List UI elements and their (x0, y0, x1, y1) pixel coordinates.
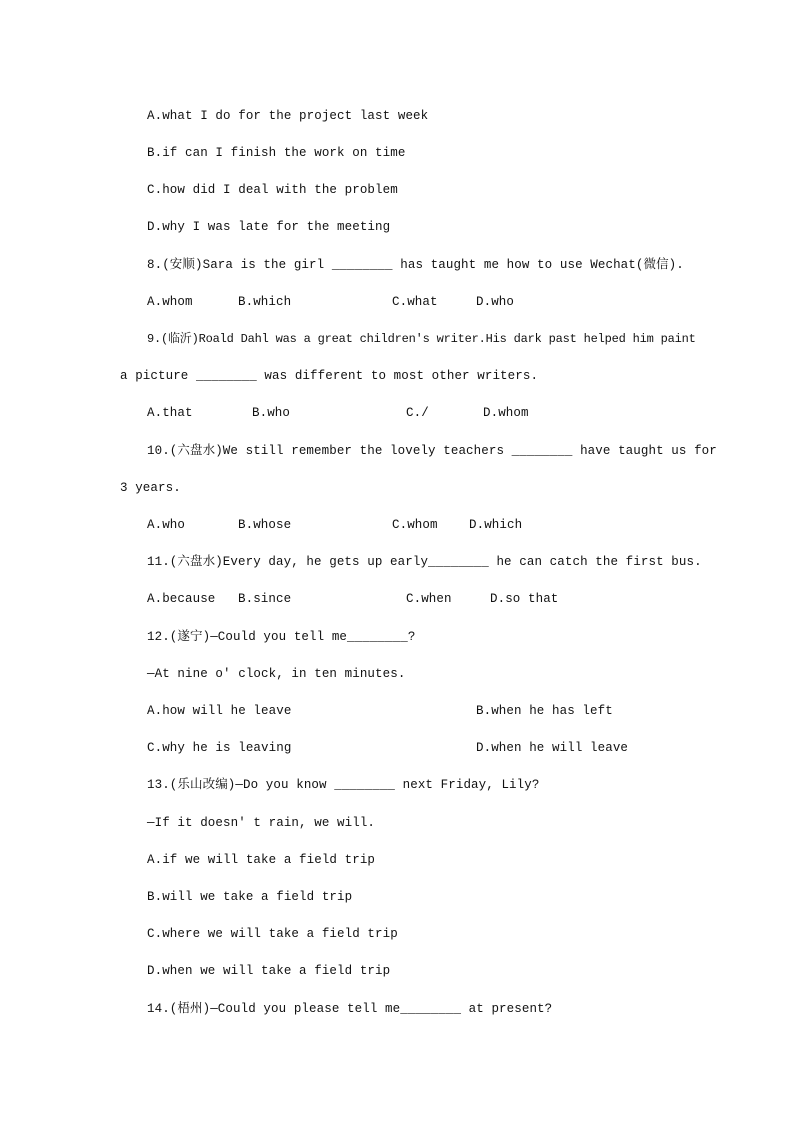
q10-stem-line2: 3 years. (120, 481, 181, 495)
q8-stem: 8.(安顺)Sara is the girl ________ has taught me how to use Wechat(微信). (147, 258, 684, 272)
q8-option-a: A.whom (147, 295, 193, 309)
q12-stem: 12.(遂宁)—Could you tell me________? (147, 630, 416, 644)
q11-option-a: A.because (147, 592, 216, 606)
q9-stem-line1: 9.(临沂)Roald Dahl was a great children's writer.His dark past helped him paint (147, 332, 696, 346)
q9-option-b: B.who (252, 406, 291, 420)
q10-option-b: B.whose (238, 518, 292, 532)
q12-reply: —At nine o' clock, in ten minutes. (147, 667, 406, 681)
q10-option-c: C.whom (392, 518, 438, 532)
q12-option-a: A.how will he leave (147, 704, 292, 718)
q11-option-d: D.so that (490, 592, 559, 606)
q11-option-b: B.since (238, 592, 292, 606)
q10-stem-line1: 10.(六盘水)We still remember the lovely teachers ________ have taught us for (147, 444, 717, 458)
q9-option-d: D.whom (483, 406, 529, 420)
q7-option-a: A.what I do for the project last week (147, 109, 429, 123)
q12-option-c: C.why he is leaving (147, 741, 292, 755)
q9-stem-line2: a picture ________ was different to most other writers. (120, 369, 539, 383)
q10-option-a: A.who (147, 518, 186, 532)
q13-reply: —If it doesn' t rain, we will. (147, 816, 376, 830)
q12-option-b: B.when he has left (476, 704, 613, 718)
q13-option-b: B.will we take a field trip (147, 890, 353, 904)
q13-option-c: C.where we will take a field trip (147, 927, 398, 941)
q11-option-c: C.when (406, 592, 452, 606)
q8-option-d: D.who (476, 295, 515, 309)
q9-option-c: C./ (406, 406, 429, 420)
q13-option-d: D.when we will take a field trip (147, 964, 391, 978)
q10-option-d: D.which (469, 518, 523, 532)
q14-stem: 14.(梧州)—Could you please tell me________ at present? (147, 1002, 553, 1016)
q11-stem: 11.(六盘水)Every day, he gets up early________ he can catch the first bus. (147, 555, 702, 569)
q12-option-d: D.when he will leave (476, 741, 629, 755)
q9-option-a: A.that (147, 406, 193, 420)
q7-option-d: D.why I was late for the meeting (147, 220, 391, 234)
q8-option-c: C.what (392, 295, 438, 309)
q8-option-b: B.which (238, 295, 292, 309)
q13-option-a: A.if we will take a field trip (147, 853, 376, 867)
q7-option-b: B.if can I finish the work on time (147, 146, 406, 160)
q7-option-c: C.how did I deal with the problem (147, 183, 398, 197)
q13-stem: 13.(乐山改编)—Do you know ________ next Friday, Lily? (147, 778, 540, 792)
